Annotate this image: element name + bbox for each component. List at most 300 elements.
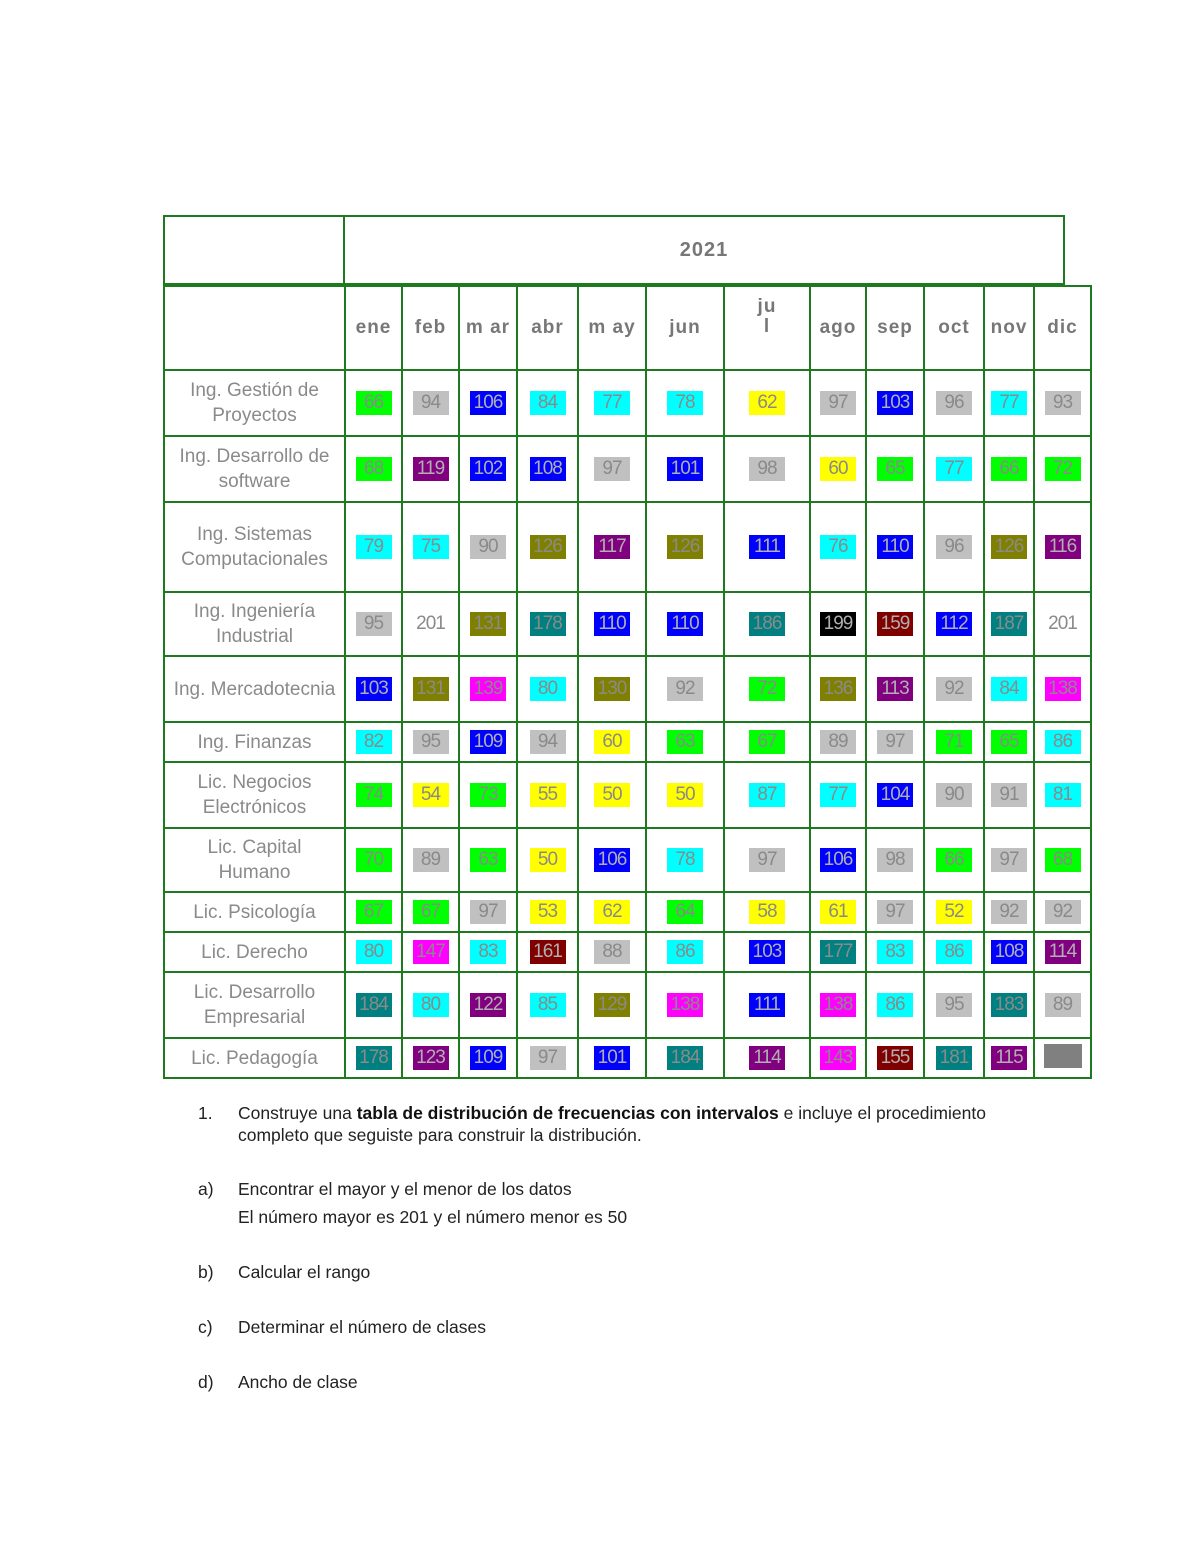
value-chip: 65 xyxy=(991,730,1027,754)
value-chip: 60 xyxy=(820,457,856,481)
data-cell xyxy=(924,722,984,762)
value-chip: 67 xyxy=(749,730,785,754)
data-cell xyxy=(402,1038,459,1078)
value-chip: 71 xyxy=(936,730,972,754)
data-cell xyxy=(866,762,924,828)
data-cell xyxy=(402,828,459,892)
data-cell xyxy=(984,972,1034,1038)
value-chip: 136 xyxy=(820,677,856,701)
data-cell xyxy=(517,932,578,972)
step-c-label: c) xyxy=(198,1317,213,1337)
value-chip: 50 xyxy=(594,783,630,807)
data-cell xyxy=(1034,762,1091,828)
data-cell xyxy=(924,828,984,892)
data-cell xyxy=(345,1038,402,1078)
data-cell xyxy=(578,1038,646,1078)
row-label: Lic. Negocios Electrónicos xyxy=(164,762,345,828)
value-chip: 82 xyxy=(356,730,392,754)
data-cell xyxy=(578,722,646,762)
value-chip: 92 xyxy=(1045,900,1081,924)
value-chip: 178 xyxy=(530,612,566,636)
data-cell xyxy=(402,972,459,1038)
data-cell xyxy=(517,828,578,892)
month-header-cell: ene xyxy=(345,286,402,370)
data-cell xyxy=(345,502,402,592)
value-chip: 58 xyxy=(749,900,785,924)
step-a-answer: El número mayor es 201 y el número menor es 50 xyxy=(238,1207,628,1227)
month-header-cell: dic xyxy=(1034,286,1091,370)
value-chip: 95 xyxy=(936,993,972,1017)
data-cell xyxy=(924,436,984,502)
data-cell xyxy=(646,436,724,502)
data-cell xyxy=(924,762,984,828)
value-chip: 178 xyxy=(356,1046,392,1070)
value-chip xyxy=(1044,1044,1082,1068)
value-chip: 91 xyxy=(991,783,1027,807)
value-chip: 108 xyxy=(991,940,1027,964)
value-chip: 184 xyxy=(356,993,392,1017)
value-chip: 115 xyxy=(991,1046,1027,1070)
data-cell xyxy=(984,722,1034,762)
data-cell xyxy=(345,932,402,972)
data-cell xyxy=(724,370,810,436)
value-chip: 75 xyxy=(413,535,449,559)
value-chip: 113 xyxy=(877,677,913,701)
table-row xyxy=(164,370,1091,436)
data-cell xyxy=(345,892,402,932)
data-cell xyxy=(810,932,866,972)
value-chip: 76 xyxy=(820,535,856,559)
value-chip: 109 xyxy=(470,730,506,754)
data-cell xyxy=(517,592,578,656)
step-a xyxy=(198,1178,1038,1228)
data-cell xyxy=(459,436,517,502)
data-cell xyxy=(866,932,924,972)
value-chip: 55 xyxy=(530,783,566,807)
value-chip: 114 xyxy=(1045,940,1081,964)
value-chip: 111 xyxy=(749,993,785,1017)
value-chip: 177 xyxy=(820,940,856,964)
data-cell xyxy=(810,592,866,656)
value-chip: 101 xyxy=(594,1046,630,1070)
data-cell xyxy=(1034,892,1091,932)
data-cell xyxy=(866,892,924,932)
data-cell xyxy=(924,932,984,972)
value-chip: 147 xyxy=(413,940,449,964)
data-cell xyxy=(345,592,402,656)
value-chip: 66 xyxy=(936,848,972,872)
question-1-text-start: Construye una xyxy=(238,1103,357,1123)
row-label: Lic. Derecho xyxy=(164,932,345,972)
month-header-cell: nov xyxy=(984,286,1034,370)
row-label: Ing. Sistemas Computacionales xyxy=(164,502,345,592)
step-a-text: Encontrar el mayor y el menor de los datos xyxy=(238,1179,572,1199)
data-cell xyxy=(724,592,810,656)
value-chip: 63 xyxy=(470,848,506,872)
data-cell xyxy=(578,892,646,932)
data-cell xyxy=(724,828,810,892)
value-chip: 97 xyxy=(530,1046,566,1070)
data-cell xyxy=(459,592,517,656)
data-cell xyxy=(517,722,578,762)
data-cell xyxy=(984,1038,1034,1078)
data-cell xyxy=(459,502,517,592)
question-1-bold-text: tabla de distribución de frecuencias con intervalos xyxy=(356,1103,779,1123)
month-header-cell: m ay xyxy=(578,286,646,370)
value-chip: 88 xyxy=(594,940,630,964)
data-cell xyxy=(646,892,724,932)
value-chip: 101 xyxy=(667,457,703,481)
data-cell xyxy=(646,1038,724,1078)
value-chip: 104 xyxy=(877,783,913,807)
table-row xyxy=(164,762,1091,828)
data-cell xyxy=(345,656,402,722)
step-d xyxy=(198,1371,1038,1393)
value-chip: 103 xyxy=(749,940,785,964)
value-chip: 161 xyxy=(530,940,566,964)
value-chip: 92 xyxy=(936,677,972,701)
value-chip: 70 xyxy=(356,848,392,872)
value-chip: 95 xyxy=(413,730,449,754)
data-cell xyxy=(517,972,578,1038)
value-chip: 187 xyxy=(991,612,1027,636)
data-cell xyxy=(578,592,646,656)
value-chip: 66 xyxy=(991,457,1027,481)
value-chip: 86 xyxy=(1045,730,1081,754)
value-chip: 89 xyxy=(413,848,449,872)
data-cell xyxy=(517,656,578,722)
value-chip: 84 xyxy=(530,391,566,415)
data-cell xyxy=(984,828,1034,892)
row-label: Ing. Gestión de Proyectos xyxy=(164,370,345,436)
data-cell xyxy=(724,436,810,502)
data-cell xyxy=(1034,932,1091,972)
data-cell xyxy=(866,1038,924,1078)
value-chip: 155 xyxy=(877,1046,913,1070)
data-cell xyxy=(866,592,924,656)
value-chip: 85 xyxy=(530,993,566,1017)
data-cell xyxy=(646,502,724,592)
value-chip: 138 xyxy=(1045,677,1081,701)
data-cell xyxy=(984,592,1034,656)
value-chip: 96 xyxy=(936,535,972,559)
data-cell xyxy=(646,932,724,972)
question-1 xyxy=(198,1102,1038,1146)
value-chip: 89 xyxy=(820,730,856,754)
data-cell xyxy=(984,932,1034,972)
table-row xyxy=(164,1038,1091,1078)
value-chip: 65 xyxy=(877,457,913,481)
data-cell xyxy=(810,436,866,502)
value-chip: 111 xyxy=(749,535,785,559)
value-chip: 159 xyxy=(877,612,913,636)
data-cell xyxy=(724,502,810,592)
data-cell xyxy=(724,972,810,1038)
step-d-text: Ancho de clase xyxy=(238,1372,358,1392)
value-chip: 97 xyxy=(877,730,913,754)
data-cell xyxy=(724,892,810,932)
data-cell xyxy=(866,656,924,722)
value-chip: 80 xyxy=(356,940,392,964)
value-chip: 183 xyxy=(991,993,1027,1017)
month-header-cell: m ar xyxy=(459,286,517,370)
value-chip: 98 xyxy=(749,457,785,481)
month-header-corner xyxy=(164,286,345,370)
data-cell xyxy=(810,502,866,592)
value-chip: 90 xyxy=(936,783,972,807)
data-cell xyxy=(724,1038,810,1078)
data-cell xyxy=(810,762,866,828)
value-chip: 50 xyxy=(530,848,566,872)
data-cell xyxy=(724,722,810,762)
data-cell xyxy=(984,656,1034,722)
value-chip: 110 xyxy=(877,535,913,559)
step-c-text: Determinar el número de clases xyxy=(238,1317,487,1337)
table-row xyxy=(164,592,1091,656)
data-cell xyxy=(1034,502,1091,592)
year-header-row xyxy=(163,215,1090,285)
row-label: Lic. Psicología xyxy=(164,892,345,932)
value-chip: 119 xyxy=(413,457,449,481)
header-corner-cell xyxy=(163,215,343,285)
value-chip: 116 xyxy=(1045,535,1081,559)
value-chip: 114 xyxy=(749,1046,785,1070)
value-chip: 90 xyxy=(470,535,506,559)
value-chip: 62 xyxy=(594,900,630,924)
data-cell xyxy=(810,972,866,1038)
value-chip: 181 xyxy=(936,1046,972,1070)
value-chip: 87 xyxy=(749,783,785,807)
data-cell xyxy=(810,656,866,722)
value-chip: 138 xyxy=(667,993,703,1017)
value-chip: 80 xyxy=(413,993,449,1017)
value-chip: 96 xyxy=(936,391,972,415)
value-chip: 95 xyxy=(356,612,392,636)
table-row xyxy=(164,828,1091,892)
value-chip: 186 xyxy=(749,612,785,636)
data-cell xyxy=(924,370,984,436)
value-chip: 92 xyxy=(667,677,703,701)
value-chip: 77 xyxy=(820,783,856,807)
data-cell xyxy=(646,972,724,1038)
month-header-cell: ju l xyxy=(724,286,810,370)
value-chip: 54 xyxy=(413,783,449,807)
question-1-text-end: e incluye el procedimiento completo que seguiste para construir la distribución. xyxy=(238,1103,986,1145)
data-cell xyxy=(517,436,578,502)
month-header-cell: abr xyxy=(517,286,578,370)
data-cell xyxy=(924,592,984,656)
data-cell xyxy=(459,1038,517,1078)
value-chip: 50 xyxy=(667,783,703,807)
value-chip: 86 xyxy=(877,993,913,1017)
table-row xyxy=(164,892,1091,932)
value-chip: 103 xyxy=(356,677,392,701)
data-cell xyxy=(646,828,724,892)
row-label: Lic. Desarrollo Empresarial xyxy=(164,972,345,1038)
value-chip: 97 xyxy=(820,391,856,415)
table-row xyxy=(164,722,1091,762)
data-cell xyxy=(517,370,578,436)
value-chip: 79 xyxy=(356,535,392,559)
data-cell xyxy=(810,1038,866,1078)
value-chip: 108 xyxy=(530,457,566,481)
value-chip: 98 xyxy=(877,848,913,872)
value-chip: 64 xyxy=(667,900,703,924)
table-row xyxy=(164,932,1091,972)
value-chip: 130 xyxy=(594,677,630,701)
value-chip: 83 xyxy=(877,940,913,964)
data-cell xyxy=(459,892,517,932)
month-header-cell: feb xyxy=(402,286,459,370)
row-label: Ing. Finanzas xyxy=(164,722,345,762)
value-chip: 77 xyxy=(936,457,972,481)
data-cell xyxy=(402,436,459,502)
row-label: Lic. Capital Humano xyxy=(164,828,345,892)
value-chip: 110 xyxy=(594,612,630,636)
data-cell xyxy=(1034,436,1091,502)
table-row xyxy=(164,656,1091,722)
value-chip: 123 xyxy=(413,1046,449,1070)
value-chip: 72 xyxy=(749,677,785,701)
value-chip: 131 xyxy=(413,677,449,701)
data-cell xyxy=(402,502,459,592)
value-chip: 89 xyxy=(1045,993,1081,1017)
value-chip: 93 xyxy=(1045,391,1081,415)
value-chip: 106 xyxy=(820,848,856,872)
question-number: 1. xyxy=(198,1103,213,1123)
step-b-label: b) xyxy=(198,1262,214,1282)
data-cell xyxy=(345,972,402,1038)
month-header-cell: jun xyxy=(646,286,724,370)
value-chip: 102 xyxy=(470,457,506,481)
value-chip: 52 xyxy=(936,900,972,924)
data-cell xyxy=(402,656,459,722)
value-chip: 201 xyxy=(416,613,445,634)
data-cell xyxy=(345,722,402,762)
data-cell xyxy=(984,436,1034,502)
value-chip: 80 xyxy=(530,677,566,701)
value-chip: 81 xyxy=(1045,783,1081,807)
data-cell xyxy=(924,656,984,722)
data-cell xyxy=(866,972,924,1038)
data-cell xyxy=(646,762,724,828)
value-chip: 201 xyxy=(1048,613,1077,634)
data-cell xyxy=(345,370,402,436)
value-chip: 131 xyxy=(470,612,506,636)
value-chip: 126 xyxy=(991,535,1027,559)
value-chip: 139 xyxy=(470,677,506,701)
value-chip: 78 xyxy=(667,848,703,872)
data-cell xyxy=(459,828,517,892)
data-cell xyxy=(517,1038,578,1078)
value-chip: 97 xyxy=(749,848,785,872)
step-c xyxy=(198,1316,1038,1338)
value-chip: 60 xyxy=(594,730,630,754)
value-chip: 106 xyxy=(470,391,506,415)
value-chip: 78 xyxy=(667,391,703,415)
data-cell xyxy=(517,762,578,828)
value-chip: 62 xyxy=(749,391,785,415)
value-chip: 143 xyxy=(820,1046,856,1070)
value-chip: 122 xyxy=(470,993,506,1017)
data-cell xyxy=(345,436,402,502)
data-cell xyxy=(578,762,646,828)
data-cell xyxy=(578,828,646,892)
questions-section xyxy=(198,1102,1038,1393)
data-cell xyxy=(1034,370,1091,436)
value-chip: 66 xyxy=(356,391,392,415)
value-chip: 86 xyxy=(936,940,972,964)
value-chip: 110 xyxy=(667,612,703,636)
data-cell xyxy=(724,656,810,722)
data-cell xyxy=(984,370,1034,436)
data-cell xyxy=(924,502,984,592)
data-cell xyxy=(459,762,517,828)
value-chip: 86 xyxy=(667,940,703,964)
data-cell xyxy=(810,370,866,436)
value-chip: 97 xyxy=(877,900,913,924)
value-chip: 68 xyxy=(356,457,392,481)
value-chip: 126 xyxy=(530,535,566,559)
data-cell xyxy=(459,370,517,436)
grid-body xyxy=(164,286,1091,1078)
value-chip: 77 xyxy=(594,391,630,415)
data-cell xyxy=(345,762,402,828)
data-cell xyxy=(578,436,646,502)
data-cell xyxy=(646,656,724,722)
value-chip: 112 xyxy=(936,612,972,636)
value-chip: 199 xyxy=(820,612,856,636)
data-cell xyxy=(866,722,924,762)
data-cell xyxy=(924,972,984,1038)
data-cell xyxy=(1034,722,1091,762)
data-cell xyxy=(459,722,517,762)
value-chip: 97 xyxy=(991,848,1027,872)
step-b-text: Calcular el rango xyxy=(238,1262,371,1282)
data-cell xyxy=(866,370,924,436)
value-chip: 109 xyxy=(470,1046,506,1070)
step-d-label: d) xyxy=(198,1372,214,1392)
data-cell xyxy=(578,972,646,1038)
step-a-label: a) xyxy=(198,1179,214,1199)
data-cell xyxy=(1034,592,1091,656)
value-chip: 94 xyxy=(530,730,566,754)
month-header-cell: ago xyxy=(810,286,866,370)
data-cell xyxy=(1034,656,1091,722)
data-cell xyxy=(578,370,646,436)
data-cell xyxy=(517,892,578,932)
data-cell xyxy=(810,722,866,762)
data-cell xyxy=(459,932,517,972)
value-chip: 77 xyxy=(991,391,1027,415)
value-chip: 72 xyxy=(1045,457,1081,481)
value-chip: 68 xyxy=(1045,848,1081,872)
data-grid xyxy=(163,285,1092,1079)
data-cell xyxy=(578,656,646,722)
value-chip: 126 xyxy=(667,535,703,559)
value-chip: 83 xyxy=(470,940,506,964)
data-cell xyxy=(459,656,517,722)
month-header-cell: oct xyxy=(924,286,984,370)
data-cell xyxy=(402,932,459,972)
table-row xyxy=(164,502,1091,592)
table-row xyxy=(164,436,1091,502)
data-cell xyxy=(724,762,810,828)
data-cell xyxy=(866,828,924,892)
value-chip: 84 xyxy=(991,677,1027,701)
data-cell xyxy=(866,436,924,502)
value-chip: 73 xyxy=(470,783,506,807)
